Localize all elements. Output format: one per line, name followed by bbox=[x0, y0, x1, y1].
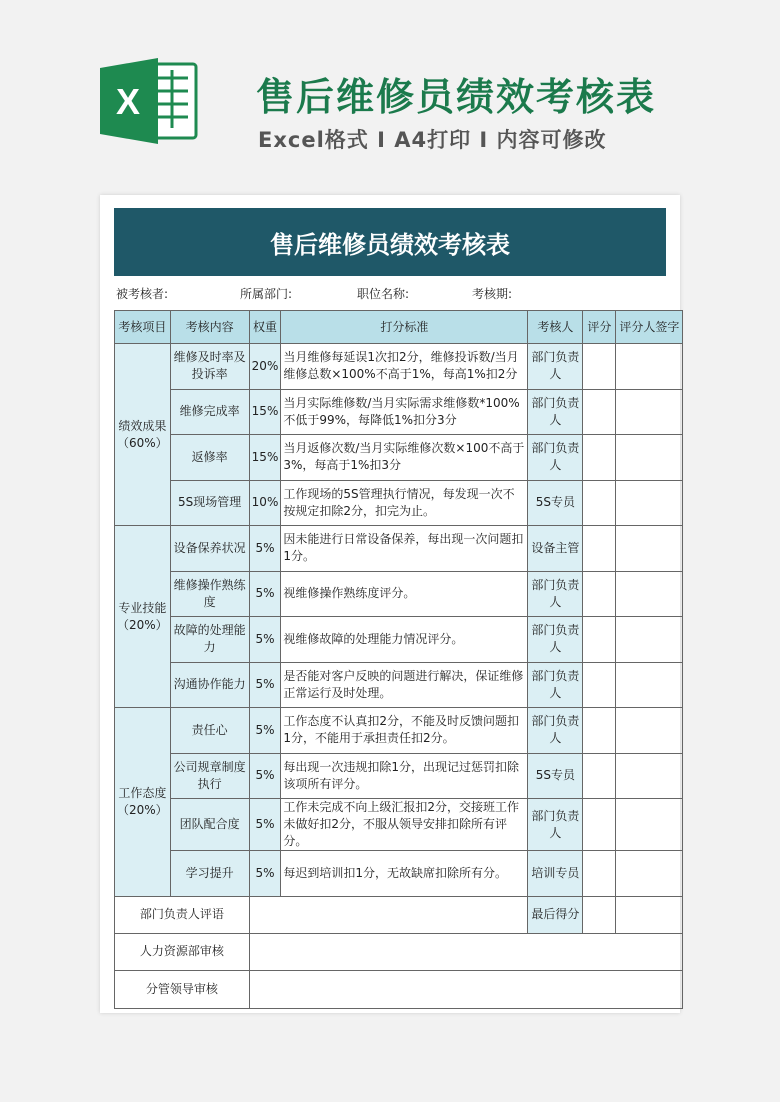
weight-cell: 15% bbox=[249, 435, 281, 481]
assessor-cell: 部门负责人 bbox=[528, 571, 583, 617]
assessor-cell: 部门负责人 bbox=[528, 435, 583, 481]
item-cell: 维修完成率 bbox=[170, 389, 249, 435]
hr-review-input[interactable] bbox=[249, 933, 683, 970]
item-cell: 设备保养状况 bbox=[170, 526, 249, 572]
item-cell: 故障的处理能力 bbox=[170, 617, 249, 663]
label-department: 所属部门: bbox=[240, 287, 293, 301]
standard-cell: 工作未完成不向上级汇报扣2分，交接班工作未做好扣2分，不服从领导安排扣除所有评分。 bbox=[281, 799, 528, 851]
standard-cell: 当月维修每延误1次扣2分，维修投诉数/当月维修总数×100%不高于1%，每高1%扣2分 bbox=[281, 344, 528, 390]
table-row bbox=[115, 344, 683, 390]
score-input[interactable] bbox=[583, 617, 616, 663]
table-row bbox=[115, 480, 683, 526]
assessor-cell: 部门负责人 bbox=[528, 617, 583, 663]
comment-label: 部门负责人评语 bbox=[115, 896, 250, 933]
standard-cell: 视维修故障的处理能力情况评分。 bbox=[281, 617, 528, 663]
score-input[interactable] bbox=[583, 435, 616, 481]
column-header: 评分 bbox=[583, 311, 616, 344]
score-input[interactable] bbox=[583, 708, 616, 754]
weight-cell: 5% bbox=[249, 526, 281, 572]
column-header: 考核项目 bbox=[115, 311, 171, 344]
standard-cell: 工作态度不认真扣2分，不能及时反馈问题扣1分，不能用于承担责任扣2分。 bbox=[281, 708, 528, 754]
assessment-table bbox=[114, 310, 683, 1009]
comment-input[interactable] bbox=[249, 896, 528, 933]
item-cell: 团队配合度 bbox=[170, 799, 249, 851]
assessor-cell: 部门负责人 bbox=[528, 799, 583, 851]
score-input[interactable] bbox=[583, 344, 616, 390]
weight-cell: 5% bbox=[249, 753, 281, 799]
category-cell: 绩效成果（60%） bbox=[115, 344, 171, 526]
score-input[interactable] bbox=[583, 389, 616, 435]
assessor-cell: 部门负责人 bbox=[528, 708, 583, 754]
signature-input[interactable] bbox=[616, 480, 683, 526]
label-position: 职位名称: bbox=[357, 287, 410, 301]
table-row bbox=[115, 662, 683, 708]
table-row bbox=[115, 753, 683, 799]
assessor-cell: 部门负责人 bbox=[528, 344, 583, 390]
standard-cell: 是否能对客户反映的问题进行解决，保证维修正常运行及时处理。 bbox=[281, 662, 528, 708]
table-row bbox=[115, 851, 683, 897]
standard-cell: 因未能进行日常设备保养，每出现一次问题扣1分。 bbox=[281, 526, 528, 572]
standard-cell: 工作现场的5S管理执行情况，每发现一次不按规定扣除2分，扣完为止。 bbox=[281, 480, 528, 526]
table-row bbox=[115, 571, 683, 617]
weight-cell: 5% bbox=[249, 571, 281, 617]
weight-cell: 5% bbox=[249, 617, 281, 663]
weight-cell: 5% bbox=[249, 851, 281, 897]
column-header: 权重 bbox=[249, 311, 281, 344]
assessor-cell: 设备主管 bbox=[528, 526, 583, 572]
page-subtitle: Excel格式 I A4打印 I 内容可修改 bbox=[258, 128, 607, 152]
signature-input[interactable] bbox=[616, 344, 683, 390]
signature-input[interactable] bbox=[616, 435, 683, 481]
assessor-cell: 5S专员 bbox=[528, 480, 583, 526]
table-header-row bbox=[115, 311, 683, 344]
item-cell: 学习提升 bbox=[170, 851, 249, 897]
signature-input[interactable] bbox=[616, 851, 683, 897]
table-row bbox=[115, 896, 683, 933]
label-assessee: 被考核者: bbox=[116, 287, 169, 301]
table-row bbox=[115, 708, 683, 754]
leader-review-input[interactable] bbox=[249, 970, 683, 1008]
column-header: 考核内容 bbox=[170, 311, 249, 344]
column-header: 打分标准 bbox=[281, 311, 528, 344]
item-cell: 维修及时率及投诉率 bbox=[170, 344, 249, 390]
table-row bbox=[115, 389, 683, 435]
signature-input[interactable] bbox=[616, 799, 683, 851]
column-header: 评分人签字 bbox=[616, 311, 683, 344]
page-title: 售后维修员绩效考核表 bbox=[256, 75, 657, 119]
final-score-label: 最后得分 bbox=[528, 896, 583, 933]
signature-input[interactable] bbox=[616, 753, 683, 799]
item-cell: 维修操作熟练度 bbox=[170, 571, 249, 617]
signature-input[interactable] bbox=[616, 708, 683, 754]
score-input[interactable] bbox=[583, 753, 616, 799]
item-cell: 责任心 bbox=[170, 708, 249, 754]
signature-input[interactable] bbox=[616, 617, 683, 663]
table-row bbox=[115, 526, 683, 572]
table-row bbox=[115, 970, 683, 1008]
table-row bbox=[115, 933, 683, 970]
weight-cell: 15% bbox=[249, 389, 281, 435]
standard-cell: 当月实际维修数/当月实际需求维修数*100%不低于99%，每降低1%扣分3分 bbox=[281, 389, 528, 435]
table-row bbox=[115, 617, 683, 663]
score-input[interactable] bbox=[583, 799, 616, 851]
score-input[interactable] bbox=[583, 480, 616, 526]
standard-cell: 每迟到培训扣1分，无故缺席扣除所有分。 bbox=[281, 851, 528, 897]
item-cell: 5S现场管理 bbox=[170, 480, 249, 526]
assessor-cell: 部门负责人 bbox=[528, 662, 583, 708]
excel-logo-icon bbox=[100, 56, 200, 146]
score-input[interactable] bbox=[583, 571, 616, 617]
item-cell: 公司规章制度执行 bbox=[170, 753, 249, 799]
standard-cell: 当月返修次数/当月实际维修次数×100不高于3%，每高于1%扣3分 bbox=[281, 435, 528, 481]
hr-review-label: 人力资源部审核 bbox=[115, 933, 250, 970]
score-input[interactable] bbox=[583, 662, 616, 708]
svg-text:X: X bbox=[115, 81, 141, 122]
signature-input[interactable] bbox=[616, 526, 683, 572]
weight-cell: 20% bbox=[249, 344, 281, 390]
category-cell: 专业技能（20%） bbox=[115, 526, 171, 708]
assessor-cell: 部门负责人 bbox=[528, 389, 583, 435]
standard-cell: 每出现一次违规扣除1分，出现记过惩罚扣除该项所有评分。 bbox=[281, 753, 528, 799]
weight-cell: 10% bbox=[249, 480, 281, 526]
category-cell: 工作态度（20%） bbox=[115, 708, 171, 897]
weight-cell: 5% bbox=[249, 799, 281, 851]
item-cell: 沟通协作能力 bbox=[170, 662, 249, 708]
signature-input[interactable] bbox=[616, 389, 683, 435]
weight-cell: 5% bbox=[249, 662, 281, 708]
weight-cell: 5% bbox=[249, 708, 281, 754]
assessor-cell: 5S专员 bbox=[528, 753, 583, 799]
final-score-input[interactable] bbox=[583, 896, 616, 933]
leader-review-label: 分管领导审核 bbox=[115, 970, 250, 1008]
standard-cell: 视维修操作熟练度评分。 bbox=[281, 571, 528, 617]
score-input[interactable] bbox=[583, 851, 616, 897]
table-row bbox=[115, 799, 683, 851]
table-row bbox=[115, 435, 683, 481]
assessor-cell: 培训专员 bbox=[528, 851, 583, 897]
signature-input[interactable] bbox=[616, 662, 683, 708]
label-period: 考核期: bbox=[472, 287, 513, 301]
item-cell: 返修率 bbox=[170, 435, 249, 481]
document-title: 售后维修员绩效考核表 bbox=[114, 208, 666, 276]
score-input[interactable] bbox=[583, 526, 616, 572]
final-signature-input[interactable] bbox=[616, 896, 683, 933]
column-header: 考核人 bbox=[528, 311, 583, 344]
signature-input[interactable] bbox=[616, 571, 683, 617]
